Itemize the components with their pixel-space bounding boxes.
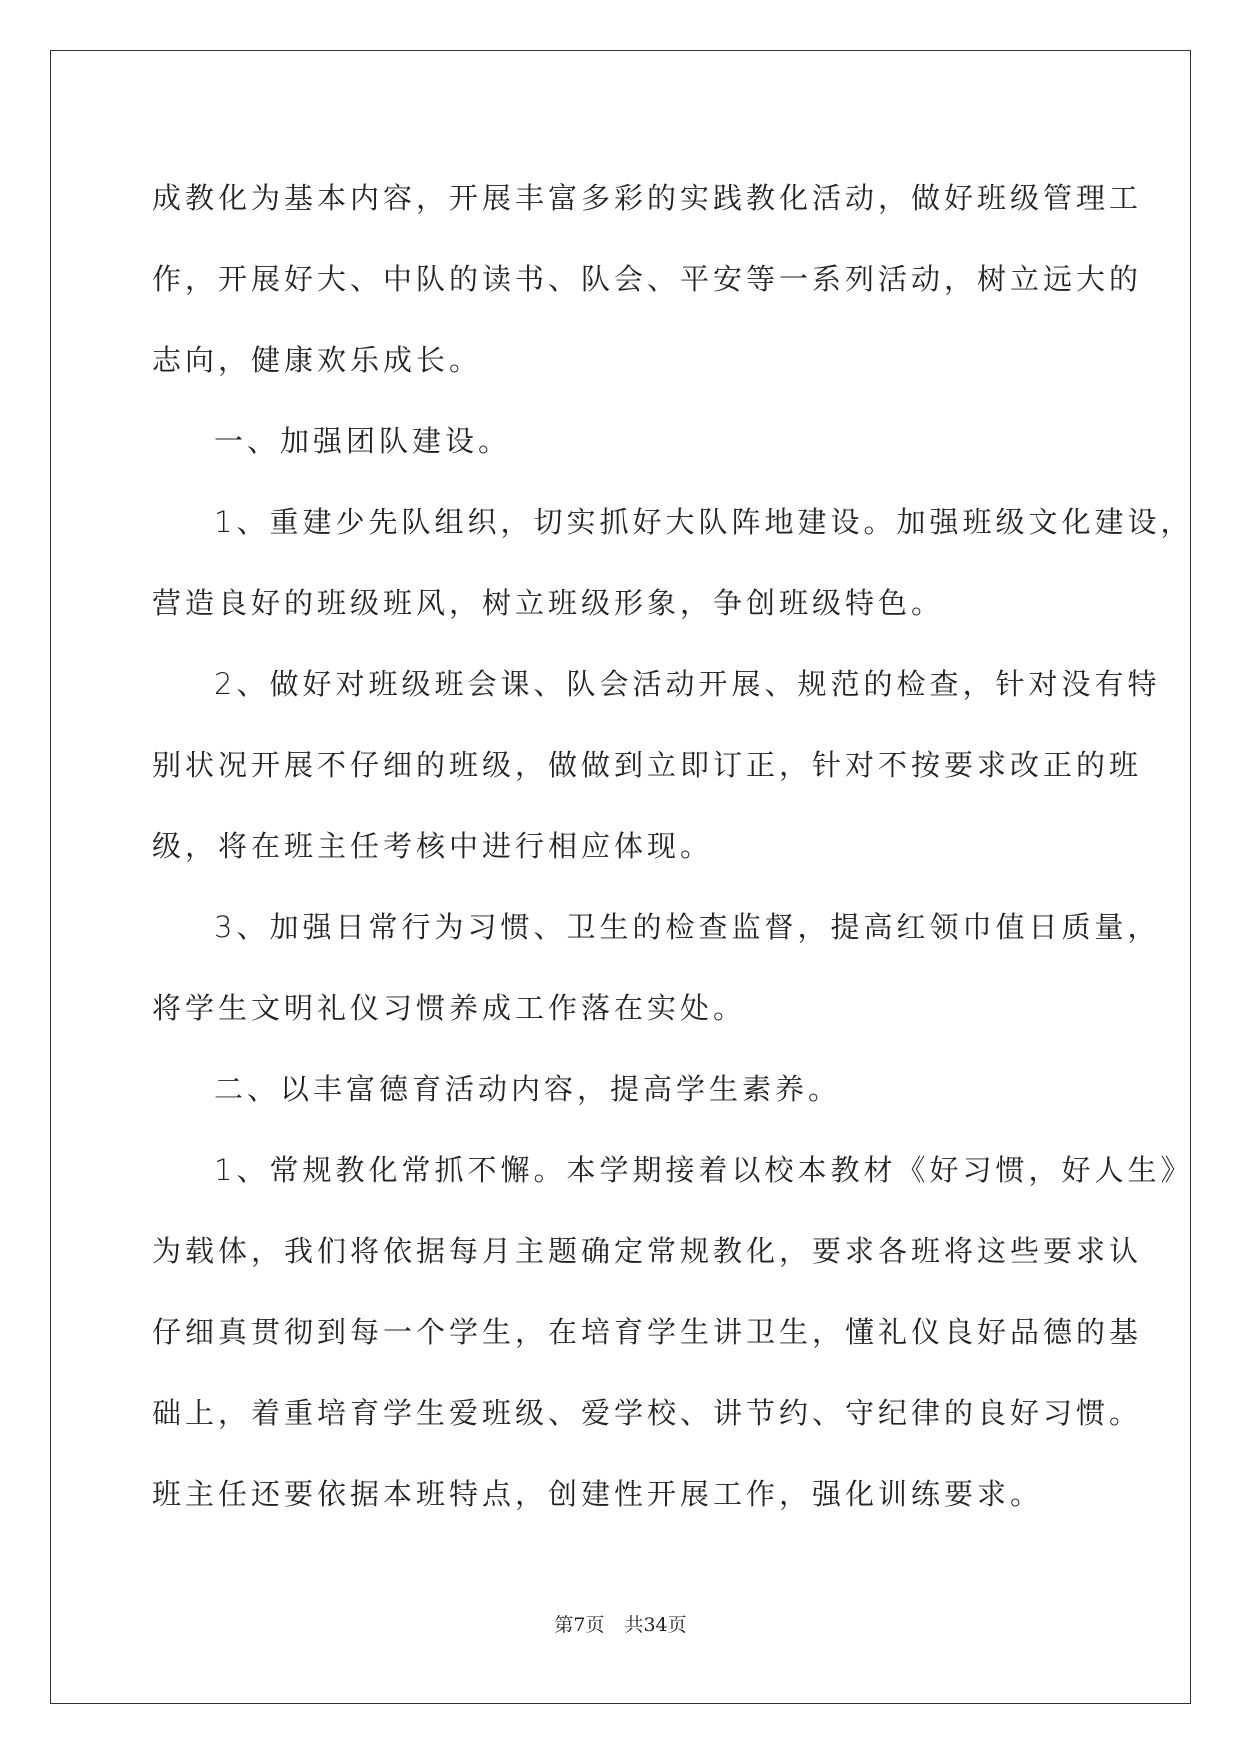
text-line: 作，开展好大、中队的读书、队会、平安等一系列活动，树立远大的 <box>152 262 1143 296</box>
page-current: 第7页 <box>554 1614 605 1636</box>
text-line: 班主任还要依据本班特点，创建性开展工作，强化训练要求。 <box>152 1477 1044 1511</box>
text-line: 志向，健康欢乐成长。 <box>152 343 483 377</box>
section-heading: 一、加强团队建设。 <box>214 424 512 458</box>
page-footer <box>0 1610 1241 1637</box>
text-line: 仔细真贯彻到每一个学生，在培育学生讲卫生，懂礼仪良好品德的基 <box>152 1315 1143 1349</box>
text-line: 1、重建少先队组织，切实抓好大队阵地建设。加强班级文化建设， <box>214 505 1194 539</box>
text-line: 为载体，我们将依据每月主题确定常规教化，要求各班将这些要求认 <box>152 1234 1143 1268</box>
text-line: 级，将在班主任考核中进行相应体现。 <box>152 829 714 863</box>
text-line: 2、做好对班级班会课、队会活动开展、规范的检查，针对没有特 <box>214 667 1161 701</box>
section-heading: 二、以丰富德育活动内容，提高学生素养。 <box>214 1072 842 1106</box>
page-total: 共34页 <box>624 1614 687 1636</box>
document-body <box>152 158 1194 1535</box>
text-line: 成教化为基本内容，开展丰富多彩的实践教化活动，做好班级管理工 <box>152 181 1143 215</box>
text-line: 3、加强日常行为习惯、卫生的检查监督，提高红领巾值日质量， <box>214 910 1161 944</box>
text-line: 别状况开展不仔细的班级，做做到立即订正，针对不按要求改正的班 <box>152 748 1143 782</box>
text-line: 营造良好的班级班风，树立班级形象，争创班级特色。 <box>152 586 945 620</box>
text-line: 础上，着重培育学生爱班级、爱学校、讲节约、守纪律的良好习惯。 <box>152 1396 1143 1430</box>
text-line: 将学生文明礼仪习惯养成工作落在实处。 <box>152 991 747 1025</box>
text-line: 1、常规教化常抓不懈。本学期接着以校本教材《好习惯，好人生》 <box>214 1153 1194 1187</box>
